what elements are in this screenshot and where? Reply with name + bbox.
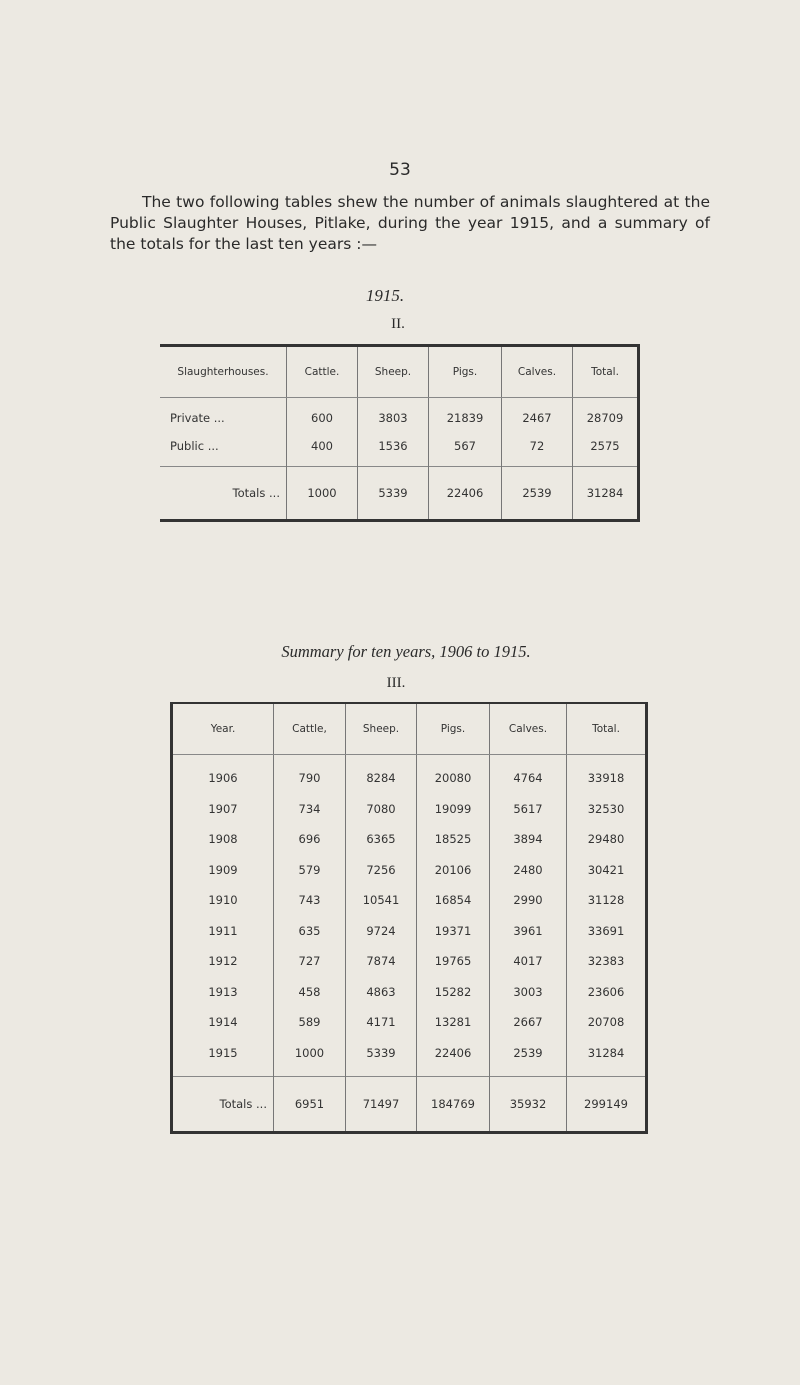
totals-row	[172, 1077, 647, 1133]
page-number: 53	[389, 160, 411, 180]
table-row	[172, 755, 647, 794]
summary-table-1906-1915	[170, 702, 648, 1134]
table-row	[172, 824, 647, 855]
table-header-row	[172, 703, 647, 755]
table-row	[172, 855, 647, 886]
cell-cattle: 589	[274, 1007, 346, 1038]
table-row	[160, 432, 639, 467]
cell-pigs: 18525	[417, 824, 490, 855]
cell-pigs: 20080	[417, 755, 490, 794]
cell-sheep: 4171	[346, 1007, 417, 1038]
cell-year: 1909	[208, 862, 238, 877]
row-label: Public ...	[170, 439, 219, 453]
cell-calves: 72	[502, 432, 573, 467]
cell-cattle: 696	[274, 824, 346, 855]
cell-total: 2575	[573, 432, 639, 467]
cell-cattle: 790	[274, 755, 346, 794]
total-sheep: 71497	[346, 1077, 417, 1133]
cell-cattle: 727	[274, 946, 346, 977]
header-total: Total.	[573, 346, 639, 398]
table-row	[172, 946, 647, 977]
cell-pigs: 15282	[417, 977, 490, 1008]
cell-total: 32383	[567, 946, 647, 977]
table-2-label: II.	[391, 316, 405, 332]
cell-year: 1912	[208, 954, 238, 969]
table-row	[160, 398, 639, 433]
cell-calves: 4764	[490, 755, 567, 794]
total-total: 31284	[573, 467, 639, 521]
cell-total: 29480	[567, 824, 647, 855]
cell-sheep: 5339	[346, 1038, 417, 1077]
header-cattle: Cattle,	[274, 703, 346, 755]
slaughter-table-1915	[160, 344, 640, 522]
cell-calves: 4017	[490, 946, 567, 977]
cell-total: 20708	[567, 1007, 647, 1038]
header-pigs: Pigs.	[417, 703, 490, 755]
cell-sheep: 7874	[346, 946, 417, 977]
cell-total: 33691	[567, 916, 647, 947]
cell-calves: 2990	[490, 885, 567, 916]
header-calves: Calves.	[502, 346, 573, 398]
cell-cattle: 579	[274, 855, 346, 886]
cell-pigs: 19765	[417, 946, 490, 977]
summary-heading: Summary for ten years, 1906 to 1915.	[281, 642, 531, 661]
cell-total: 28709	[573, 398, 639, 433]
total-sheep: 5339	[358, 467, 429, 521]
cell-cattle: 600	[287, 398, 358, 433]
cell-calves: 2480	[490, 855, 567, 886]
total-pigs: 184769	[417, 1077, 490, 1133]
table-row	[172, 1038, 647, 1077]
cell-sheep: 9724	[346, 916, 417, 947]
cell-cattle: 400	[287, 432, 358, 467]
cell-total: 23606	[567, 977, 647, 1008]
cell-calves: 3961	[490, 916, 567, 947]
cell-sheep: 7256	[346, 855, 417, 886]
cell-pigs: 20106	[417, 855, 490, 886]
cell-calves: 3894	[490, 824, 567, 855]
table-3-label: III.	[386, 675, 406, 691]
cell-calves: 2539	[490, 1038, 567, 1077]
header-sheep: Sheep.	[358, 346, 429, 398]
header-total: Total.	[567, 703, 647, 755]
cell-cattle: 458	[274, 977, 346, 1008]
table-row	[172, 916, 647, 947]
cell-pigs: 13281	[417, 1007, 490, 1038]
cell-calves: 5617	[490, 794, 567, 825]
cell-pigs: 567	[429, 432, 502, 467]
cell-year: 1911	[208, 923, 238, 938]
cell-total: 30421	[567, 855, 647, 886]
cell-total: 31128	[567, 885, 647, 916]
header-pigs: Pigs.	[429, 346, 502, 398]
cell-sheep: 6365	[346, 824, 417, 855]
table-header-row	[160, 346, 639, 398]
cell-pigs: 22406	[417, 1038, 490, 1077]
cell-calves: 2467	[502, 398, 573, 433]
header-year: Year.	[172, 703, 274, 755]
cell-cattle: 734	[274, 794, 346, 825]
table-row	[172, 794, 647, 825]
table-row	[172, 977, 647, 1008]
total-cattle: 6951	[274, 1077, 346, 1133]
cell-total: 31284	[567, 1038, 647, 1077]
cell-calves: 3003	[490, 977, 567, 1008]
cell-total: 33918	[567, 755, 647, 794]
cell-sheep: 7080	[346, 794, 417, 825]
cell-pigs: 16854	[417, 885, 490, 916]
cell-cattle: 1000	[274, 1038, 346, 1077]
cell-cattle: 743	[274, 885, 346, 916]
cell-pigs: 21839	[429, 398, 502, 433]
cell-year: 1908	[208, 832, 238, 847]
total-calves: 2539	[502, 467, 573, 521]
cell-pigs: 19099	[417, 794, 490, 825]
cell-sheep: 10541	[346, 885, 417, 916]
cell-sheep: 3803	[358, 398, 429, 433]
totals-row	[160, 467, 639, 521]
header-slaughterhouses: Slaughterhouses.	[160, 346, 287, 398]
cell-cattle: 635	[274, 916, 346, 947]
cell-year: 1907	[208, 801, 238, 816]
cell-total: 32530	[567, 794, 647, 825]
cell-year: 1913	[208, 984, 238, 999]
cell-year: 1915	[208, 1045, 238, 1060]
totals-label: Totals ...	[160, 467, 287, 521]
total-calves: 35932	[490, 1077, 567, 1133]
cell-year: 1906	[208, 771, 238, 786]
header-calves: Calves.	[490, 703, 567, 755]
totals-label: Totals ...	[172, 1077, 274, 1133]
cell-sheep: 4863	[346, 977, 417, 1008]
cell-pigs: 19371	[417, 916, 490, 947]
cell-sheep: 1536	[358, 432, 429, 467]
year-heading: 1915.	[365, 286, 405, 305]
row-label: Private ...	[170, 411, 225, 425]
total-total: 299149	[567, 1077, 647, 1133]
cell-year: 1910	[208, 893, 238, 908]
total-pigs: 22406	[429, 467, 502, 521]
table-row	[172, 1007, 647, 1038]
cell-sheep: 8284	[346, 755, 417, 794]
table-row	[172, 885, 647, 916]
header-sheep: Sheep.	[346, 703, 417, 755]
cell-year: 1914	[208, 1015, 238, 1030]
cell-calves: 2667	[490, 1007, 567, 1038]
header-cattle: Cattle.	[287, 346, 358, 398]
total-cattle: 1000	[287, 467, 358, 521]
intro-paragraph: The two following tables shew the number of animals slaughtered at the Public Slaughter Houses, Pitlake, during the year 1915, and a summary of the totals for the last ten years :—	[110, 193, 710, 253]
